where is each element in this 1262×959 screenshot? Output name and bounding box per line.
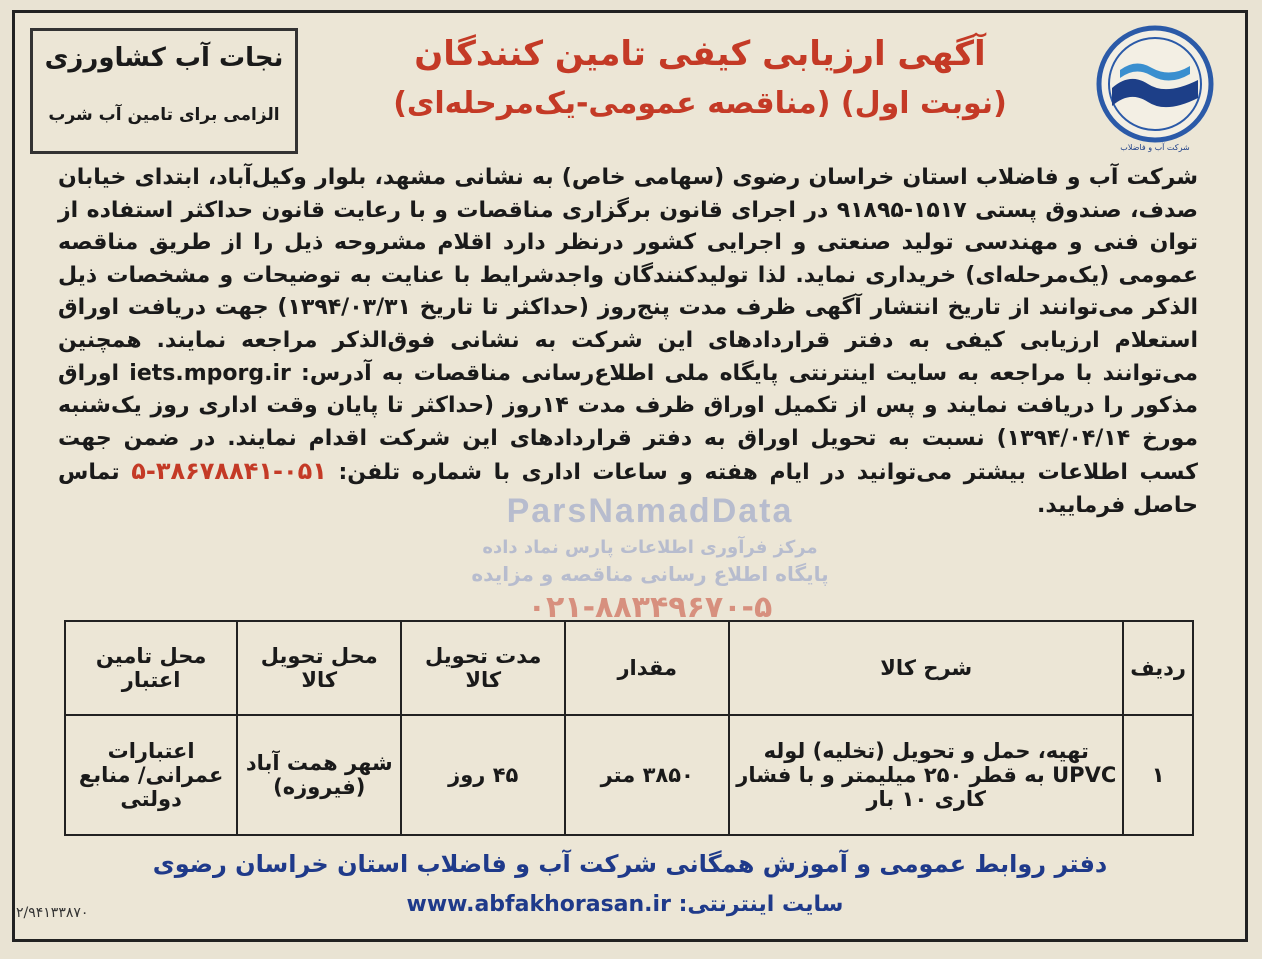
reference-number: ۲/۹۴۱۳۳۸۷۰ — [16, 905, 89, 921]
footer-website-line — [400, 892, 850, 917]
cell-row-number: ۱ — [1123, 715, 1193, 835]
header-delivery-time: مدت تحویل کالا — [401, 621, 565, 715]
footer-website-label: سایت اینترنتی: — [678, 892, 844, 917]
page-subtitle: (مناقصه عمومی-یک‌مرحله‌ای) (نوبت اول) — [393, 86, 1007, 121]
watermark-brand: ParsNamadData — [506, 492, 794, 530]
contact-end: تماس حاصل فرمایید. — [58, 460, 1198, 518]
header-quantity: مقدار — [565, 621, 729, 715]
svg-text:شرکت آب و فاضلاب: شرکت آب و فاضلاب — [1120, 143, 1190, 152]
watermark-phone: ۰۲۱-۸۸۳۴۹۶۷۰-۵ — [527, 590, 773, 625]
header-funding-source: محل تامین اعتبار — [65, 621, 237, 715]
cell-funding-source: اعتبارات عمرانی/ منابع دولتی — [65, 715, 237, 835]
cell-delivery-place: شهر همت آباد (فیروزه) — [237, 715, 401, 835]
items-table — [64, 620, 1194, 836]
page-title: آگهی ارزیابی کیفی تامین کنندگان — [414, 34, 986, 74]
contact-phone: ۰۵۱-۳۸۶۷۸۸۴۱-۵ — [131, 457, 327, 486]
company-logo-icon — [1090, 22, 1220, 162]
watermark-line-2: پایگاه اطلاع رسانی مناقصه و مزایده — [471, 562, 829, 586]
cell-delivery-time: ۴۵ روز — [401, 715, 565, 835]
header-row-number: ردیف — [1123, 621, 1193, 715]
table-header-row — [65, 621, 1193, 715]
header-description: شرح کالا — [729, 621, 1123, 715]
watermark-line-1: مرکز فرآوری اطلاعات پارس نماد داده — [482, 537, 818, 558]
announcement-body — [58, 162, 1198, 523]
footer-website-link[interactable]: www.abfakhorasan.ir — [406, 892, 671, 917]
footer-office: دفتر روابط عمومی و آموزش همگانی شرکت آب و فاضلاب استان خراسان رضوی — [152, 850, 1108, 878]
contact-text: در ضمن جهت کسب اطلاعات بیشتر می‌توانید در ایام هفته و ساعات اداری با شماره تلفن: — [58, 425, 1198, 486]
cell-description: تهیه، حمل و تحویل (تخلیه) لوله UPVC به قطر ۲۵۰ میلیمتر و با فشار کاری ۱۰ بار — [729, 715, 1123, 835]
announcement-paragraph: شرکت آب و فاضلاب استان خراسان رضوی (سهامی خاص) به نشانی مشهد، بلوار وکیل‌آباد، ابتدای خیابان صدف، صندوق پستی ۱۵۱۷-۹۱۸۹۵ در اجرای قانون برگزاری مناقصات و با رعایت قانون حداکثر استفاده از توان فنی و مهندسی تولید صنعتی و اجرایی کشور درنظر دارد اقلام مشروحه ذیل را از طریق مناقصه عمومی (یک‌مرحله‌ای) خریداری نماید. لذا تولیدکنندگان واجدشرایط با عنایت به توضیحات و مشخصات ذیل الذکر می‌توانند از تاریخ انتشار آگهی ظرف مدت پنج‌روز (حداکثر تا تاریخ ۱۳۹۴/۰۳/۳۱) جهت دریافت اوراق استعلام ارزیابی کیفی به دفتر قراردادهای این شرکت به نشانی فوق‌الذکر مراجعه نمایند. همچنین می‌توانند با مراجعه به سایت اینترنتی پایگاه ملی اطلاع‌رسانی مناقصات به آدرس: iets.mporg.ir اوراق مذکور را دریافت نمایند و پس از تکمیل اوراق ظرف مدت ۱۴روز (حداکثر تا پایان وقت اداری روز یک‌شنبه مورخ ۱۳۹۴/۰۴/۱۴) نسبت به تحویل اوراق به دفتر قراردادهای این شرکت اقدام نمایند. — [58, 165, 1199, 451]
cell-quantity: ۳۸۵۰ متر — [565, 715, 729, 835]
slogan-line-1: نجات آب کشاورزی — [44, 43, 284, 73]
slogan-line-2: الزامی برای تامین آب شرب — [48, 105, 280, 125]
table-row — [65, 715, 1193, 835]
header-delivery-place: محل تحویل کالا — [237, 621, 401, 715]
slogan-box — [30, 28, 298, 154]
